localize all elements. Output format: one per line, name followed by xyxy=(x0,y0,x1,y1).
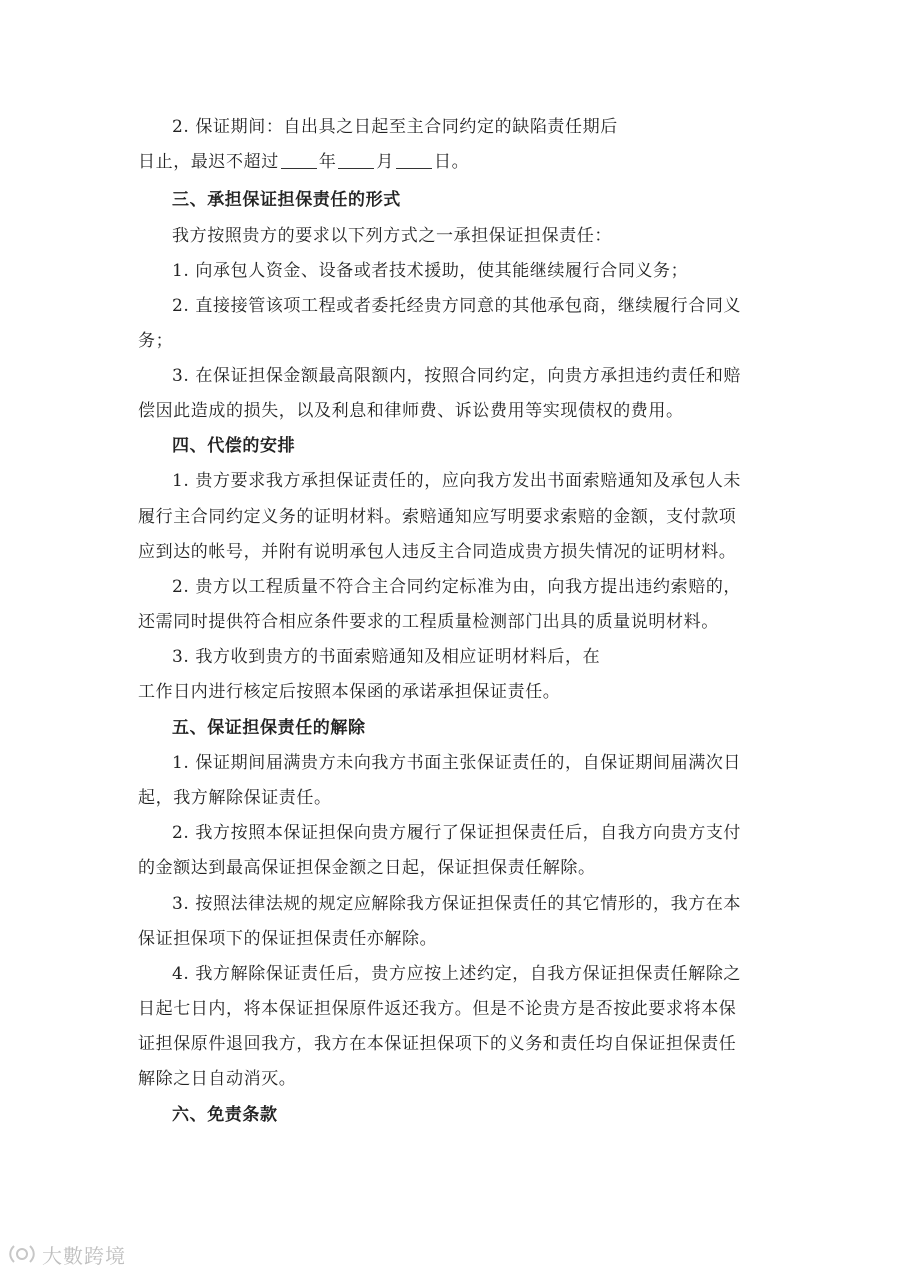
clause-line: 3. 按照法律法规的规定应解除我方保证担保责任的其它情形的，我方在本 xyxy=(172,894,742,914)
clause-line: 日起七日内，将本保证担保原件返还我方。但是不论贵方是否按此要求将本保 xyxy=(138,999,737,1019)
section-heading: 五、保证担保责任的解除 xyxy=(172,718,366,738)
clause-line: 偿因此造成的损失，以及利息和律师费、诉讼费用等实现债权的费用。 xyxy=(138,401,684,421)
clause-line: 务； xyxy=(138,331,174,351)
clause-line: 1. 贵方要求我方承担保证责任的，应向我方发出书面索赔通知及承包人未 xyxy=(172,471,742,491)
clause-line: 1. 保证期间届满贵方未向我方书面主张保证责任的，自保证期间届满次日 xyxy=(172,753,742,773)
clause-line: 日止，最迟不超过 年 月 日。 xyxy=(138,152,470,172)
clause-line: 起，我方解除保证责任。 xyxy=(138,788,332,808)
watermark xyxy=(8,1240,126,1268)
watermark-logo-icon xyxy=(8,1242,38,1266)
clause-line: 我方按照贵方的要求以下列方式之一承担保证担保责任： xyxy=(172,226,612,246)
clause-line: 3. 在保证担保金额最高限额内，按照合同约定，向贵方承担违约责任和赔 xyxy=(172,366,742,386)
clause-line: 2. 保证期间：自出具之日起至主合同约定的缺陷责任期后 xyxy=(172,117,618,137)
clause-line: 的金额达到最高保证担保金额之日起，保证担保责任解除。 xyxy=(138,858,596,878)
clause-line: 解除之日自动消灭。 xyxy=(138,1069,297,1089)
watermark-text: 大數跨境 xyxy=(42,1243,126,1268)
clause-line: 1. 向承包人资金、设备或者技术援助，使其能继续履行合同义务； xyxy=(172,261,689,281)
clause-line: 2. 我方按照本保证担保向贵方履行了保证担保责任后，自我方向贵方支付 xyxy=(172,823,742,843)
section-heading: 三、承担保证担保责任的形式 xyxy=(172,190,401,210)
clause-line: 保证担保项下的保证担保责任亦解除。 xyxy=(138,929,438,949)
clause-line: 证担保原件退回我方，我方在本保证担保项下的义务和责任均自保证担保责任 xyxy=(138,1034,737,1054)
clause-line: 2. 贵方以工程质量不符合主合同约定标准为由，向我方提出违约索赔的， xyxy=(172,577,742,597)
section-heading: 四、代偿的安排 xyxy=(172,436,296,456)
clause-line: 应到达的帐号，并附有说明承包人违反主合同造成贵方损失情况的证明材料。 xyxy=(138,542,737,562)
clause-line: 工作日内进行核定后按照本保函的承诺承担保证责任。 xyxy=(138,682,561,702)
clause-line: 还需同时提供符合相应条件要求的工程质量检测部门出具的质量说明材料。 xyxy=(138,612,719,632)
section-heading: 六、免责条款 xyxy=(172,1105,278,1125)
clause-line: 3. 我方收到贵方的书面索赔通知及相应证明材料后，在 xyxy=(172,647,601,667)
clause-line: 4. 我方解除保证责任后，贵方应按上述约定，自我方保证担保责任解除之 xyxy=(172,964,742,984)
clause-line: 2. 直接接管该项工程或者委托经贵方同意的其他承包商，继续履行合同义 xyxy=(172,296,742,316)
clause-line: 履行主合同约定义务的证明材料。索赔通知应写明要求索赔的金额，支付款项 xyxy=(138,507,737,527)
